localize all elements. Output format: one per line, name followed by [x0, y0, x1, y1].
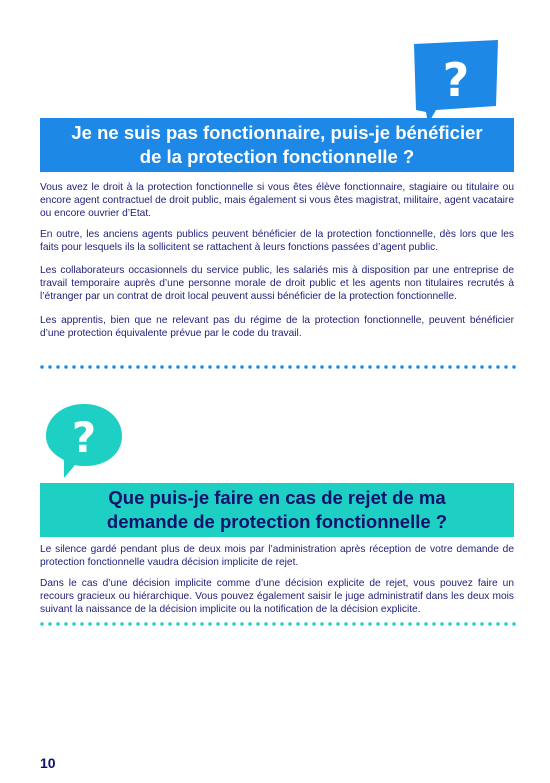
question-bubble-icon	[42, 400, 126, 480]
section-title-line: demande de protection fonctionnelle ?	[106, 511, 448, 532]
svg-text:?: ?	[442, 53, 470, 107]
body-paragraph: Les collaborateurs occasionnels du service public, les salariés mis à disposition par une entreprise de travail temporaire auprès d’une personne morale de droit public et les agents non titulaires recrutés à l’étranger par un contrat de droit local peuvent aussi bénéficier de la protection fonctionnelle.	[40, 265, 514, 302]
section-title-line: Que puis-je faire en cas de rejet de ma	[108, 487, 446, 508]
section-title-line: Je ne suis pas fonctionnaire, puis-je bénéficier	[71, 122, 483, 143]
body-paragraph: En outre, les anciens agents publics peuvent bénéficier de la protection fonctionnelle, dès lors que les faits pour lesquels ils la sollicitent se rattachent à leurs fonctions passées d’agent public.	[40, 229, 514, 253]
body-paragraph: Les apprentis, bien que ne relevant pas du régime de la protection fonctionnelle, peuvent bénéficier d’une protection équivalente prévue par le code du travail.	[40, 315, 514, 339]
section-title-banner	[40, 483, 514, 537]
body-paragraph: Dans le cas d’une décision implicite comme d’une décision explicite de rejet, vous pouvez faire un recours gracieux ou hiérarchique. Vous pouvez également saisir le juge administratif dans les deux mois suivant la naissance de la décision implicite ou la notification de la décision explicite.	[40, 578, 514, 615]
section-title-banner	[40, 118, 514, 172]
svg-text:?: ?	[71, 413, 97, 462]
question-bubble-icon	[410, 40, 502, 126]
body-paragraph: Le silence gardé pendant plus de deux mois par l’administration après réception de votre demande de protection fonctionnelle vaudra décision implicite de rejet.	[40, 544, 514, 568]
dotted-divider	[40, 622, 516, 626]
section-title-line: de la protection fonctionnelle ?	[139, 146, 415, 167]
dotted-divider	[40, 365, 516, 369]
page-number: 10	[40, 755, 56, 771]
body-paragraph: Vous avez le droit à la protection fonctionnelle si vous êtes élève fonctionnaire, stagiaire ou titulaire ou encore agent contractuel de droit public, mais également si vous êtes magistrat, militaire, agent vacataire ou encore ouvrier d’Etat.	[40, 182, 514, 219]
